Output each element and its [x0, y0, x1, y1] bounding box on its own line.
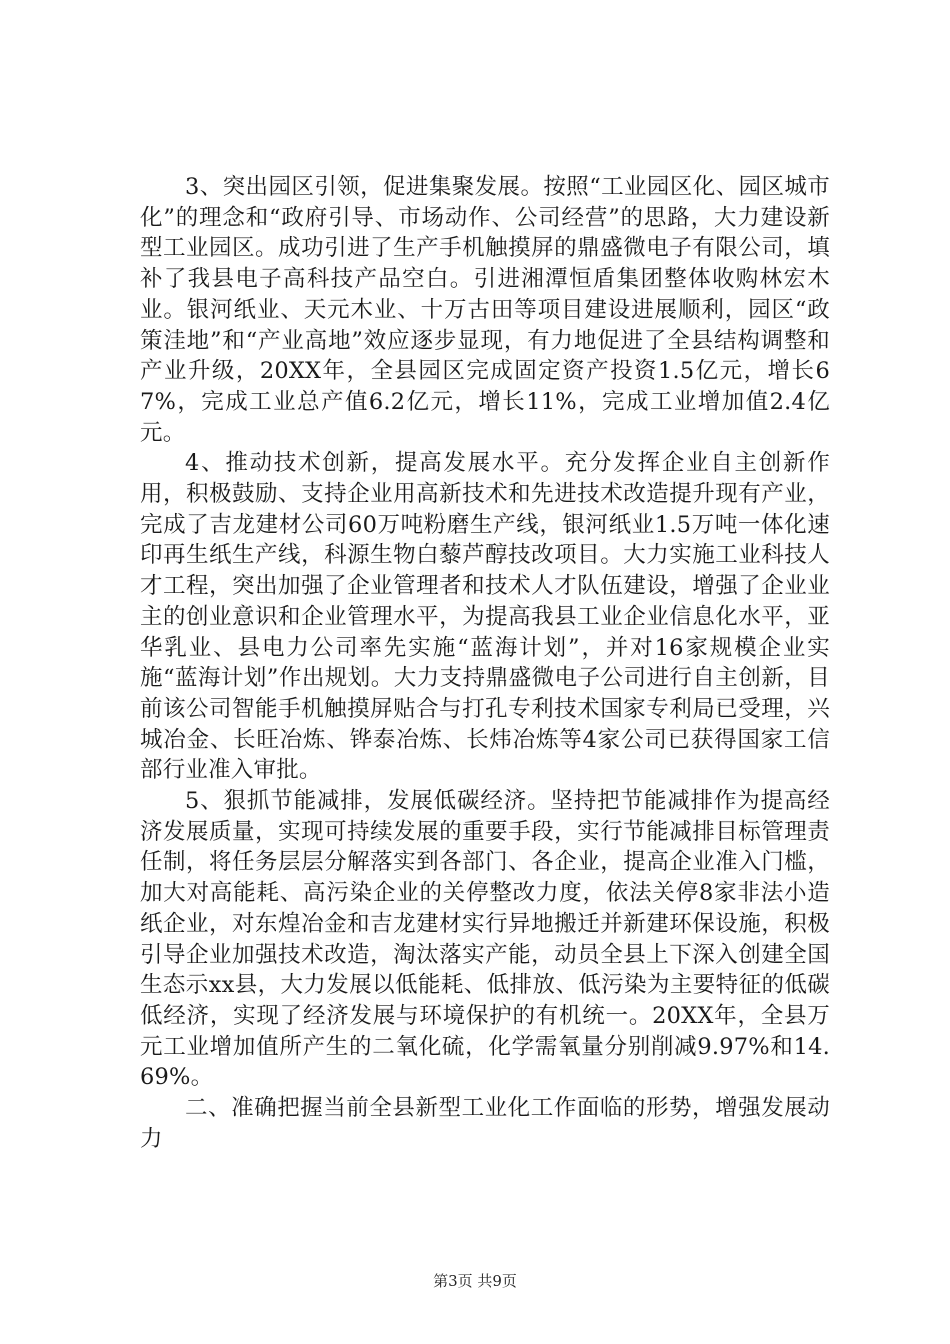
page-number-footer: 第3页 共9页	[433, 1272, 517, 1290]
document-body	[140, 172, 830, 1155]
paragraph-energy-saving: 5、狠抓节能减排，发展低碳经济。坚持把节能减排作为提高经济发展质量，实现可持续发展的重要手段，实行节能减排目标管理责任制，将任务层层分解落实到各部门、各企业，提高企业准入门槛，加大对高能耗、高污染企业的关停整改力度，依法关停8家非法小造纸企业，对东煌冶金和吉龙建材实行异地搬迁并新建环保设施，积极引导企业加强技术改造，淘汰落实产能，动员全县上下深入创建全国生态示xx县，大力发展以低能耗、低排放、低污染为主要特征的低碳低经济，实现了经济发展与环境保护的有机统一。20XX年，全县万元工业增加值所产生的二氧化硫，化学需氧量分别削减9.97%和14.69%。	[140, 788, 830, 1091]
section-heading: 二、准确把握当前全县新型工业化工作面临的形势，增强发展动力	[140, 1095, 830, 1152]
paragraph-park-leadership: 3、突出园区引领，促进集聚发展。按照“工业园区化、园区城市化”的理念和“政府引导、市场动作、公司经营”的思路，大力建设新型工业园区。成功引进了生产手机触摸屏的鼎盛微电子有限公司，填补了我县电子高科技产品空白。引进湘潭恒盾集团整体收购林宏木业。银河纸业、天元木业、十万古田等项目建设进展顺利，园区“政策洼地”和“产业高地”效应逐步显现，有力地促进了全县结构调整和产业升级，20XX年，全县园区完成固定资产投资1.5亿元，增长67%，完成工业总产值6.2亿元，增长11%，完成工业增加值2.4亿元。	[140, 174, 830, 446]
paragraph-tech-innovation: 4、推动技术创新，提高发展水平。充分发挥企业自主创新作用，积极鼓励、支持企业用高新技术和先进技术改造提升现有产业，完成了吉龙建材公司60万吨粉磨生产线，银河纸业1.5万吨一体化速印再生纸生产线，科源生物白藜芦醇技改项目。大力实施工业科技人才工程，突出加强了企业管理者和技术人才队伍建设，增强了企业业主的创业意识和企业管理水平，为提高我县工业企业信息化水平，亚华乳业、县电力公司率先实施“蓝海计划”，并对16家规模企业实施“蓝海计划”作出规划。大力支持鼎盛微电子公司进行自主创新，目前该公司智能手机触摸屏贴合与打孔专利技术国家专利局已受理，兴城冶金、长旺冶炼、铧泰冶炼、长炜冶炼等4家公司已获得国家工信部行业准入审批。	[140, 450, 830, 784]
